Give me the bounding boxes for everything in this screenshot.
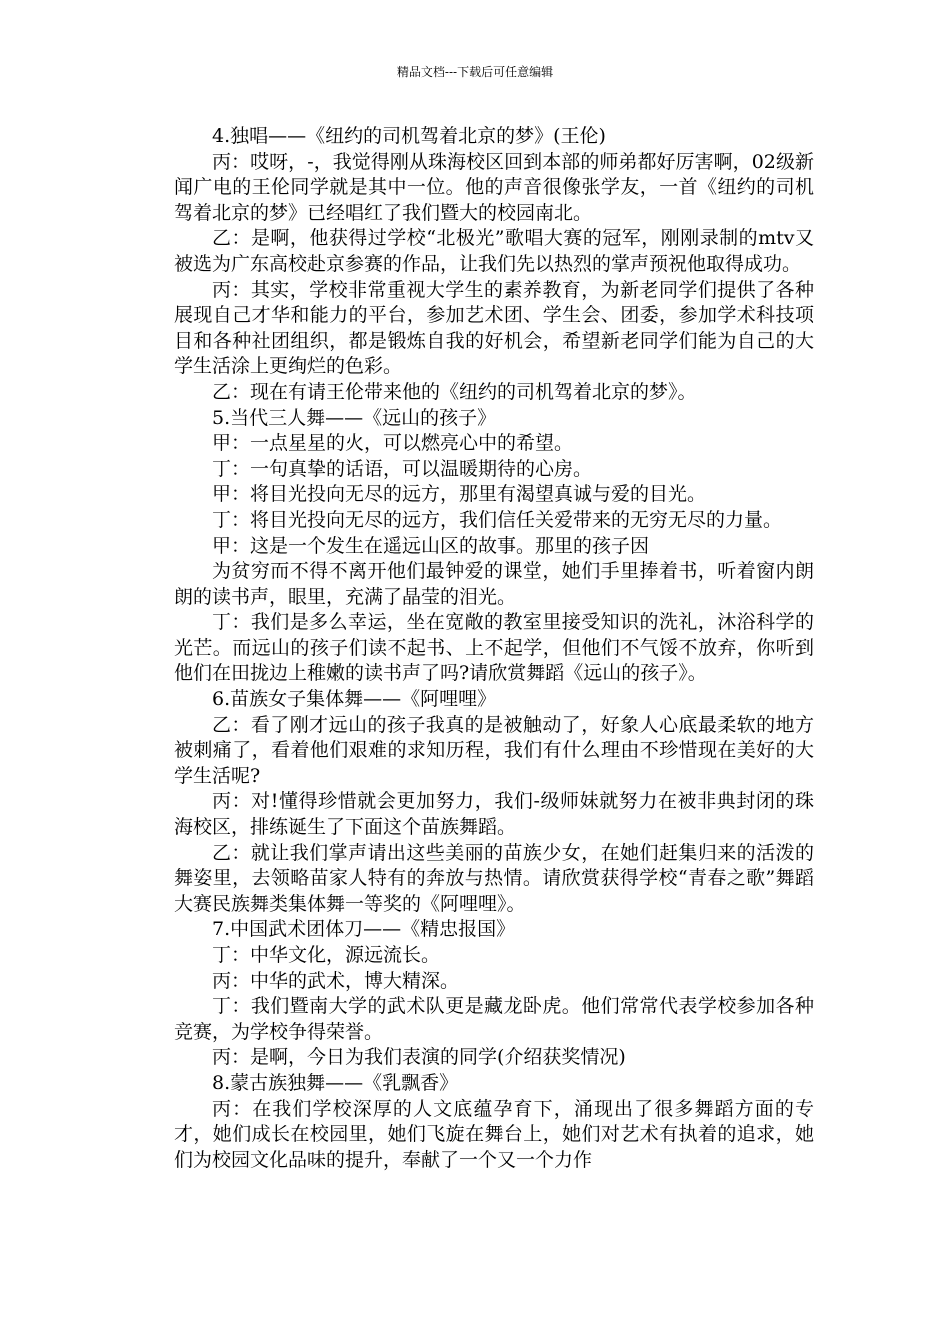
paragraph: 甲：将目光投向无尽的远方，那里有渴望真诚与爱的目光。 xyxy=(212,483,707,506)
paragraph: 5.当代三人舞——《远山的孩子》 xyxy=(212,406,497,429)
paragraph: 丙：中华的武术，博大精深。 xyxy=(212,969,460,992)
paragraph: 8.蒙古族独舞——《乳飘香》 xyxy=(212,1071,459,1094)
paragraph: 乙：就让我们掌声请出这些美丽的苗族少女，在她们赶集归来的活泼的舞姿里，去领略苗家人特有的奔放与热情。请欣赏获得学校“青春之歌”舞蹈大赛民族舞类集体舞一等奖的《阿哩哩》。 xyxy=(174,841,814,915)
paragraph: 甲：这是一个发生在遥远山区的故事。那里的孩子因 xyxy=(212,534,650,557)
paragraph: 丙：其实，学校非常重视大学生的素养教育，为新老同学们提供了各种展现自己才华和能力的平台，参加艺术团、学生会、团委，参加学术科技项目和各种社团组织，都是锻炼自我的好机会，希望新老同学们能为自己的大学生活涂上更绚烂的色彩。 xyxy=(174,278,814,378)
paragraph: 丙：是啊，今日为我们表演的同学(介绍获奖情况) xyxy=(212,1046,626,1069)
paragraph: 4.独唱——《纽约的司机驾着北京的梦》(王伦) xyxy=(212,125,606,147)
paragraph: 丁：将目光投向无尽的远方，我们信任关爱带来的无穷无尽的力量。 xyxy=(212,508,783,531)
paragraph: 乙：现在有请王伦带来他的《纽约的司机驾着北京的梦》。 xyxy=(212,380,697,403)
paragraph: 丁：我们是多么幸运，坐在宽敞的教室里接受知识的洗礼，沐浴科学的光芒。而远山的孩子们读不起书、上不起学，但他们不气馁不放弃，你听到他们在田拢边上稚嫩的读书声了吗?请欣赏舞蹈《远山的孩子》。 xyxy=(174,611,814,685)
paragraph: 为贫穷而不得不离开他们最钟爱的课堂，她们手里捧着书，听着窗内朗朗的读书声，眼里，充满了晶莹的泪光。 xyxy=(174,560,814,608)
paragraph: 乙：看了刚才远山的孩子我真的是被触动了，好象人心底最柔软的地方被刺痛了，看着他们艰难的求知历程，我们有什么理由不珍惜现在美好的大学生活呢? xyxy=(174,713,814,787)
page-header: 精品文档---下载后可任意编辑 xyxy=(396,65,554,79)
paragraph: 丁：一句真挚的话语，可以温暖期待的心房。 xyxy=(212,457,593,480)
paragraph: 丁：我们暨南大学的武术队更是藏龙卧虎。他们常常代表学校参加各种竞赛，为学校争得荣誉。 xyxy=(174,995,814,1043)
document-body xyxy=(174,124,814,1173)
paragraph: 甲：一点星星的火，可以燃亮心中的希望。 xyxy=(212,432,574,455)
paragraph: 丙：对!懂得珍惜就会更加努力，我们-级师妹就努力在被非典封闭的珠海校区，排练诞生了下面这个苗族舞蹈。 xyxy=(174,790,814,839)
paragraph: 丙：在我们学校深厚的人文底蕴孕育下，涌现出了很多舞蹈方面的专才，她们成长在校园里，她们飞旋在舞台上，她们对艺术有执着的追求，她们为校园文化品味的提升，奉献了一个又一个力作 xyxy=(174,1097,814,1171)
paragraph: 6.苗族女子集体舞——《阿哩哩》 xyxy=(212,688,497,711)
paragraph: 乙：是啊，他获得过学校“北极光”歌唱大赛的冠军，刚刚录制的mtv又被选为广东高校赴京参赛的作品，让我们先以热烈的掌声预祝他取得成功。 xyxy=(174,227,814,275)
paragraph: 丙：哎呀，-，我觉得刚从珠海校区回到本部的师弟都好厉害啊，02级新闻广电的王伦同学就是其中一位。他的声音很像张学友，一首《纽约的司机驾着北京的梦》已经唱红了我们暨大的校园南北。 xyxy=(174,150,814,224)
paragraph: 7.中国武术团体刀——《精忠报国》 xyxy=(212,918,516,941)
paragraph: 丁：中华文化，源远流长。 xyxy=(212,944,441,966)
